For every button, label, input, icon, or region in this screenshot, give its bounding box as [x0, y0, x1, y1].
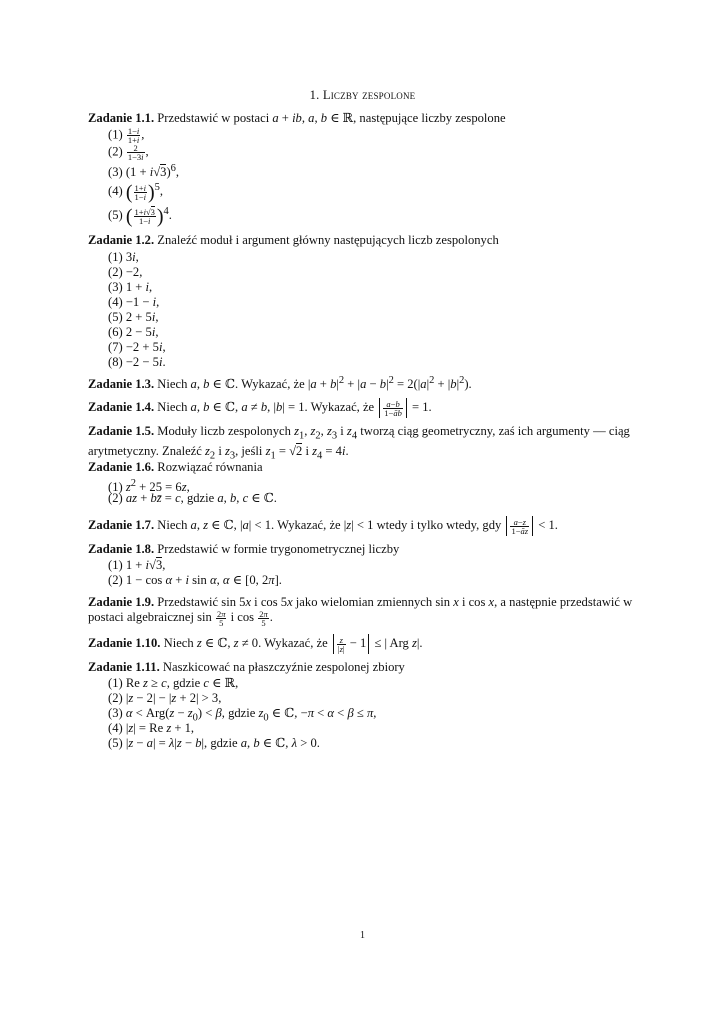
list-item: (2) −2, — [108, 265, 143, 279]
problem-label: Zadanie 1.11. — [88, 660, 160, 674]
page-number: 1 — [360, 930, 365, 941]
problem-text: Przedstawić sin 5x i cos 5x jako wielomian zmiennych sin x i cos x, a następnie przedstawić w postaci algebraicznej sin $\frac{2\pi}{5}$ i cos $\frac{2\pi}{5}$ . — [88, 595, 633, 628]
problem-label: Zadanie 1.3. — [88, 377, 155, 392]
problem-1-8 — [88, 542, 640, 588]
problem-label: Zadanie 1.1. — [88, 111, 155, 125]
list-item: (5) ( $\frac{1+i√3}{1-i}$ )$^4$. — [108, 205, 172, 228]
problem-text: Przedstawić w formie trygonometrycznej liczby — [157, 542, 400, 556]
problem-text: Znaleźć moduł i argument główny następujących liczb zespolonych — [157, 233, 499, 247]
list-item: (5) 2 + 5i, — [108, 310, 159, 324]
problem-label: Zadanie 1.5. — [88, 424, 155, 438]
list-item: (2) 1 − cos α + i sin α, α ∈ [0, 2π]. — [108, 573, 282, 587]
problem-1-6 — [88, 460, 640, 506]
list-item: (6) 2 − 5i, — [108, 325, 159, 339]
section-title: 1. Liczby zespolone — [309, 88, 416, 102]
problem-label: Zadanie 1.2. — [88, 233, 155, 247]
list-item: (8) −2 − 5i. — [108, 355, 166, 369]
problem-label: Zadanie 1.10. — [88, 636, 161, 650]
list-item: (2) |z − 2| − |z + 2| > 3, — [108, 691, 222, 705]
problem-text: Niech a, z ∈ ℂ, |a| < 1. Wykazać, że |z| < 1 wtedy i tylko wtedy, gdy $\frac{a-z}{1-āz}$ < 1. — [157, 516, 558, 536]
problem-label: Zadanie 1.8. — [88, 542, 155, 556]
list-item: (1) $\frac{1-i}{1+i}$ , — [108, 126, 145, 145]
list-item: (1) Re z ≥ c, gdzie c ∈ ℝ, — [108, 676, 239, 690]
problem-text: Rozwiązać równania — [157, 460, 263, 474]
problem-text: Niech a, b ∈ ℂ. Wykazać, że $|a + b|^2 + |a - b|^2 = 2(|a|^2 + |b|^2)$. — [157, 375, 472, 392]
problem-text: Przedstawić w postaci a + ib, a, b ∈ ℝ, następujące liczby zespolone — [157, 111, 506, 125]
problem-label: Zadanie 1.4. — [88, 400, 155, 414]
list-item: (1) 1 + i√3, — [108, 558, 166, 572]
list-item: (4) |z| = Re z + 1, — [108, 721, 195, 735]
list-item: (3) 1 + i, — [108, 280, 153, 294]
list-item: (2) az + bz̄ = c, gdzie a, b, c ∈ ℂ. — [108, 491, 277, 505]
list-item: (2) $\frac{2}{1-3i}$ , — [108, 143, 149, 162]
problem-1-9 — [88, 595, 640, 627]
problem-label: Zadanie 1.7. — [88, 518, 155, 532]
problem-1-10 — [88, 632, 640, 654]
problem-1-5 — [88, 424, 640, 463]
problem-text: Naszkicować na płaszczyźnie zespolonej zbiory — [162, 660, 405, 674]
problem-items — [108, 250, 640, 370]
list-item: (3) $(1 + i√3)^6$, — [108, 163, 180, 180]
list-item: (1) 3i, — [108, 250, 139, 264]
problem-items — [108, 126, 640, 228]
list-item: (4) −1 − i, — [108, 295, 160, 309]
problem-1-3 — [88, 373, 640, 392]
list-item: (7) −2 + 5i, — [108, 340, 166, 354]
problem-label: Zadanie 1.9. — [88, 595, 155, 609]
list-item: (5) |z − a| = λ|z − b|, gdzie a, b ∈ ℂ, λ > 0. — [108, 736, 320, 750]
problem-text: Niech z ∈ ℂ, z ≠ 0. Wykazać, że $\frac{z}{|z|}$ − 1 ≤ | Arg z|. — [163, 634, 423, 654]
problem-1-4 — [88, 396, 640, 418]
problem-1-2 — [88, 233, 640, 370]
problem-items — [108, 558, 640, 588]
problem-items — [108, 676, 640, 751]
problem-1-1 — [88, 111, 640, 228]
list-item: (4) ( $\frac{1+i}{1-i}$ )$^5$, — [108, 181, 164, 204]
problem-text: Niech a, b ∈ ℂ, a ≠ b, |b| = 1. Wykazać, że $\frac{a-b}{1-āb}$ = 1. — [157, 398, 432, 418]
list-item: (1) $z^2 + 25 = 6z$, — [108, 478, 190, 495]
problem-1-7 — [88, 514, 640, 536]
problem-1-11 — [88, 660, 640, 751]
problem-label: Zadanie 1.6. — [88, 460, 155, 474]
list-item: (3) $\alpha < Arg(z - z_0) < \beta$, gdzie $z_0$ ∈ ℂ, −π < α < β ≤ π, — [108, 706, 377, 724]
problem-text: Moduły liczb zespolonych $z_1$, $z_2$, $z_3$ i $z_4$ tworzą ciąg geometryczny, zaś ich argumenty — ciąg arytmetyczny. Znaleźć $z_2$ i $z_3$, jeśli $z_1 = √2$ i $z_4 = 4i$. — [88, 424, 630, 462]
problem-items — [108, 476, 640, 506]
